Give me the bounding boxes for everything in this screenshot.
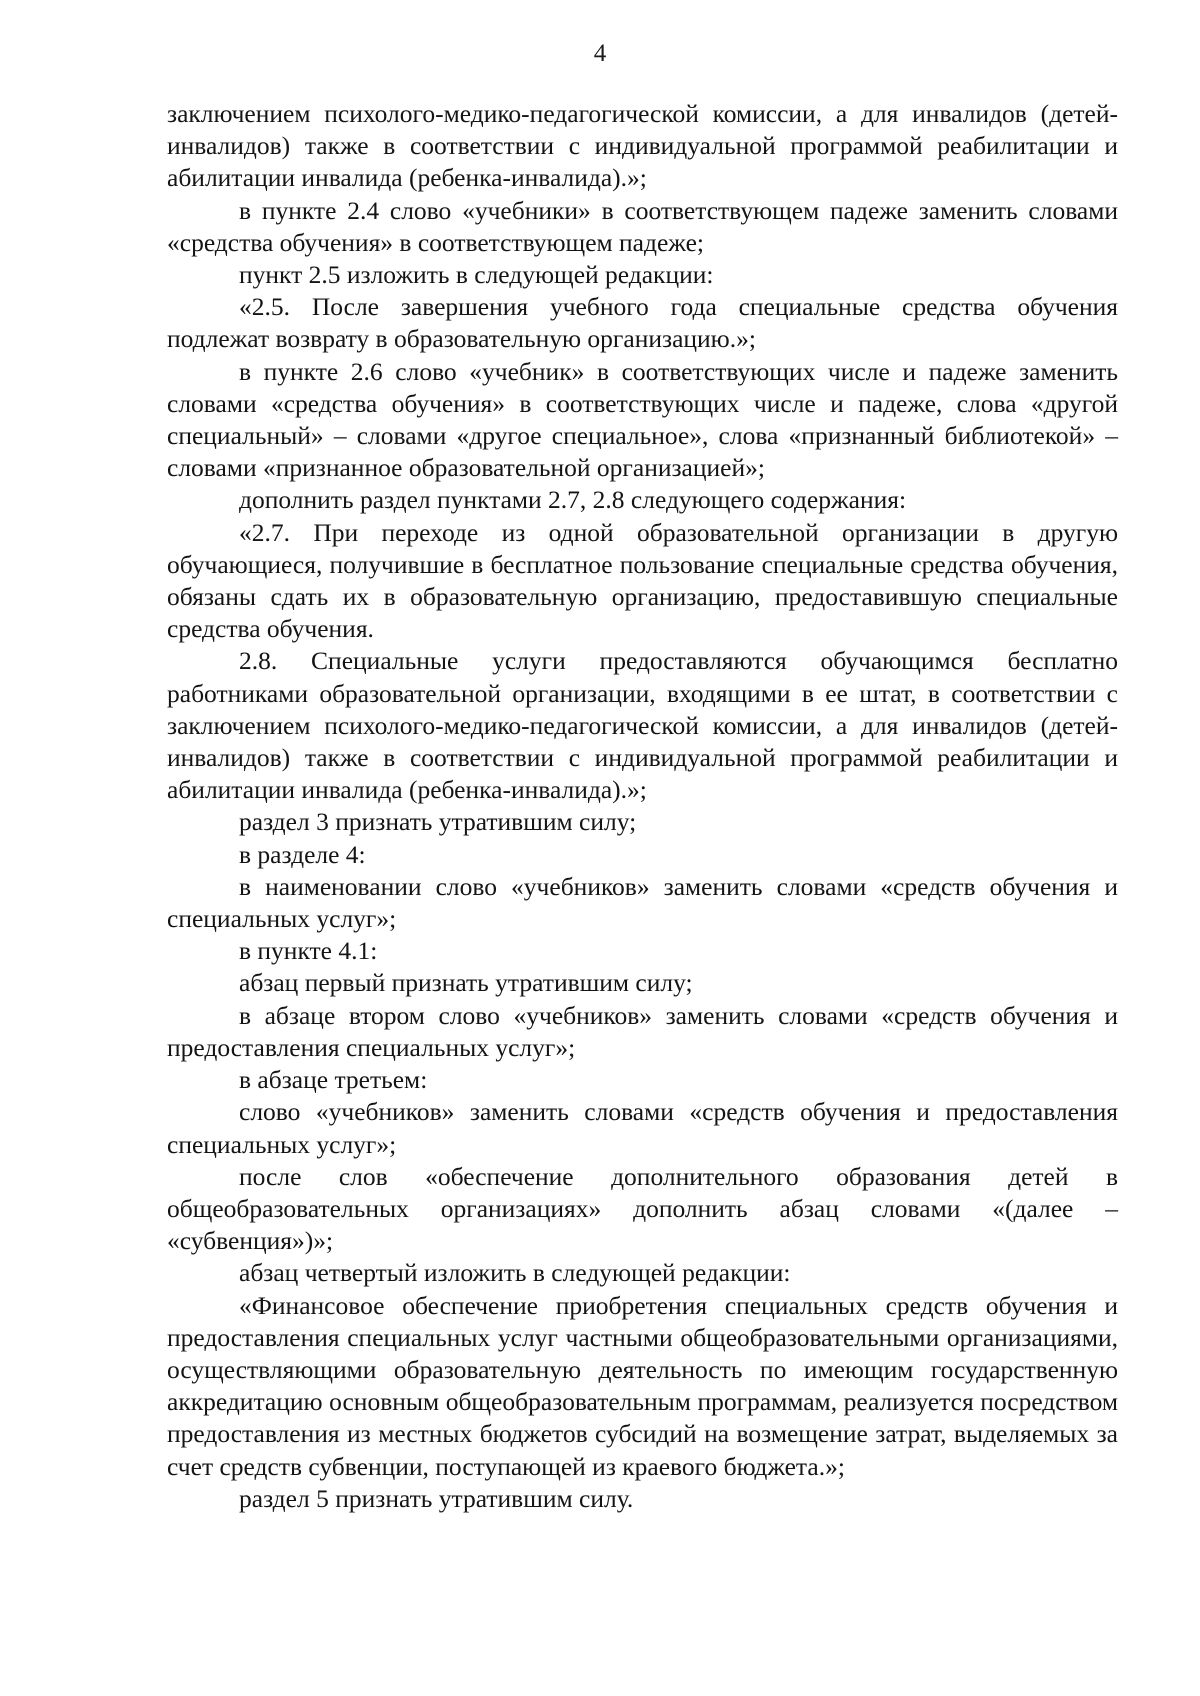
paragraph: «2.7. При переходе из одной образовательной организации в другую обучающиеся, получившие в бесплатное пользование специальные средства обучения, обязаны сдать их в образовательную организацию, предоставившую специальные средства обучения. — [167, 517, 1118, 644]
paragraph: 2.8. Специальные услуги предоставляются обучающимся бесплатно работниками образовательной организации, входящими в ее штат, в соответствии с заключением психолого-медико-педагогической комиссии, а для инвалидов (детей-инвалидов) также в соответствии с индивидуальной программой реабилитации и абилитации инвалида (ребенка-инвалида).»; — [167, 646, 1118, 805]
document-body — [167, 98, 1118, 1515]
paragraph: абзац четвертый изложить в следующей редакции: — [239, 1258, 791, 1288]
paragraph: раздел 3 признать утратившим силу; — [239, 807, 637, 837]
paragraph: после слов «обеспечение дополнительного образования детей в общеобразовательных организациях» дополнить абзац словами «(далее – «субвенция»)»; — [167, 1161, 1118, 1256]
paragraph: в пункте 4.1: — [239, 936, 378, 966]
paragraph: раздел 5 признать утратившим силу. — [239, 1483, 634, 1513]
paragraph: в абзаце третьем: — [239, 1065, 428, 1095]
paragraph: в пункте 2.4 слово «учебники» в соответствующем падеже заменить словами «средства обучения» в соответствующем падеже; — [167, 195, 1118, 257]
paragraph: «Финансовое обеспечение приобретения специальных средств обучения и предоставления специальных услуг частными общеобразовательными организациями, осуществляющими образовательную деятельность по имеющим государственную аккредитацию основным общеобразовательным программам, реализуется посредством предоставления из местных бюджетов субсидий на возмещение затрат, выделяемых за счет средств субвенции, поступающей из краевого бюджета.»; — [167, 1290, 1118, 1481]
page-number: 4 — [593, 40, 607, 67]
paragraph: «2.5. После завершения учебного года специальные средства обучения подлежат возврату в образовательную организацию.»; — [167, 292, 1118, 354]
paragraph: слово «учебников» заменить словами «средств обучения и предоставления специальных услуг»; — [167, 1097, 1118, 1159]
paragraph: дополнить раздел пунктами 2.7, 2.8 следующего содержания: — [239, 485, 907, 515]
paragraph: заключением психолого-медико-педагогической комиссии, а для инвалидов (детей-инвалидов) также в соответствии с индивидуальной программой реабилитации и абилитации инвалида (ребенка-инвалида).»; — [167, 99, 1118, 193]
paragraph: в разделе 4: — [239, 839, 366, 869]
paragraph: абзац первый признать утратившим силу; — [239, 968, 693, 998]
paragraph: в наименовании слово «учебников» заменить словами «средств обучения и специальных услуг»; — [167, 871, 1118, 934]
paragraph: пункт 2.5 изложить в следующей редакции: — [239, 260, 714, 290]
paragraph: в абзаце втором слово «учебников» заменить словами «средств обучения и предоставления специальных услуг»; — [167, 1000, 1118, 1062]
paragraph: в пункте 2.6 слово «учебник» в соответствующих числе и падеже заменить словами «средства обучения» в соответствующих числе и падеже, слова «другой специальный» – словами «другое специальное», слова «признанный библиотекой» – словами «признанное образовательной организацией»; — [167, 356, 1118, 483]
